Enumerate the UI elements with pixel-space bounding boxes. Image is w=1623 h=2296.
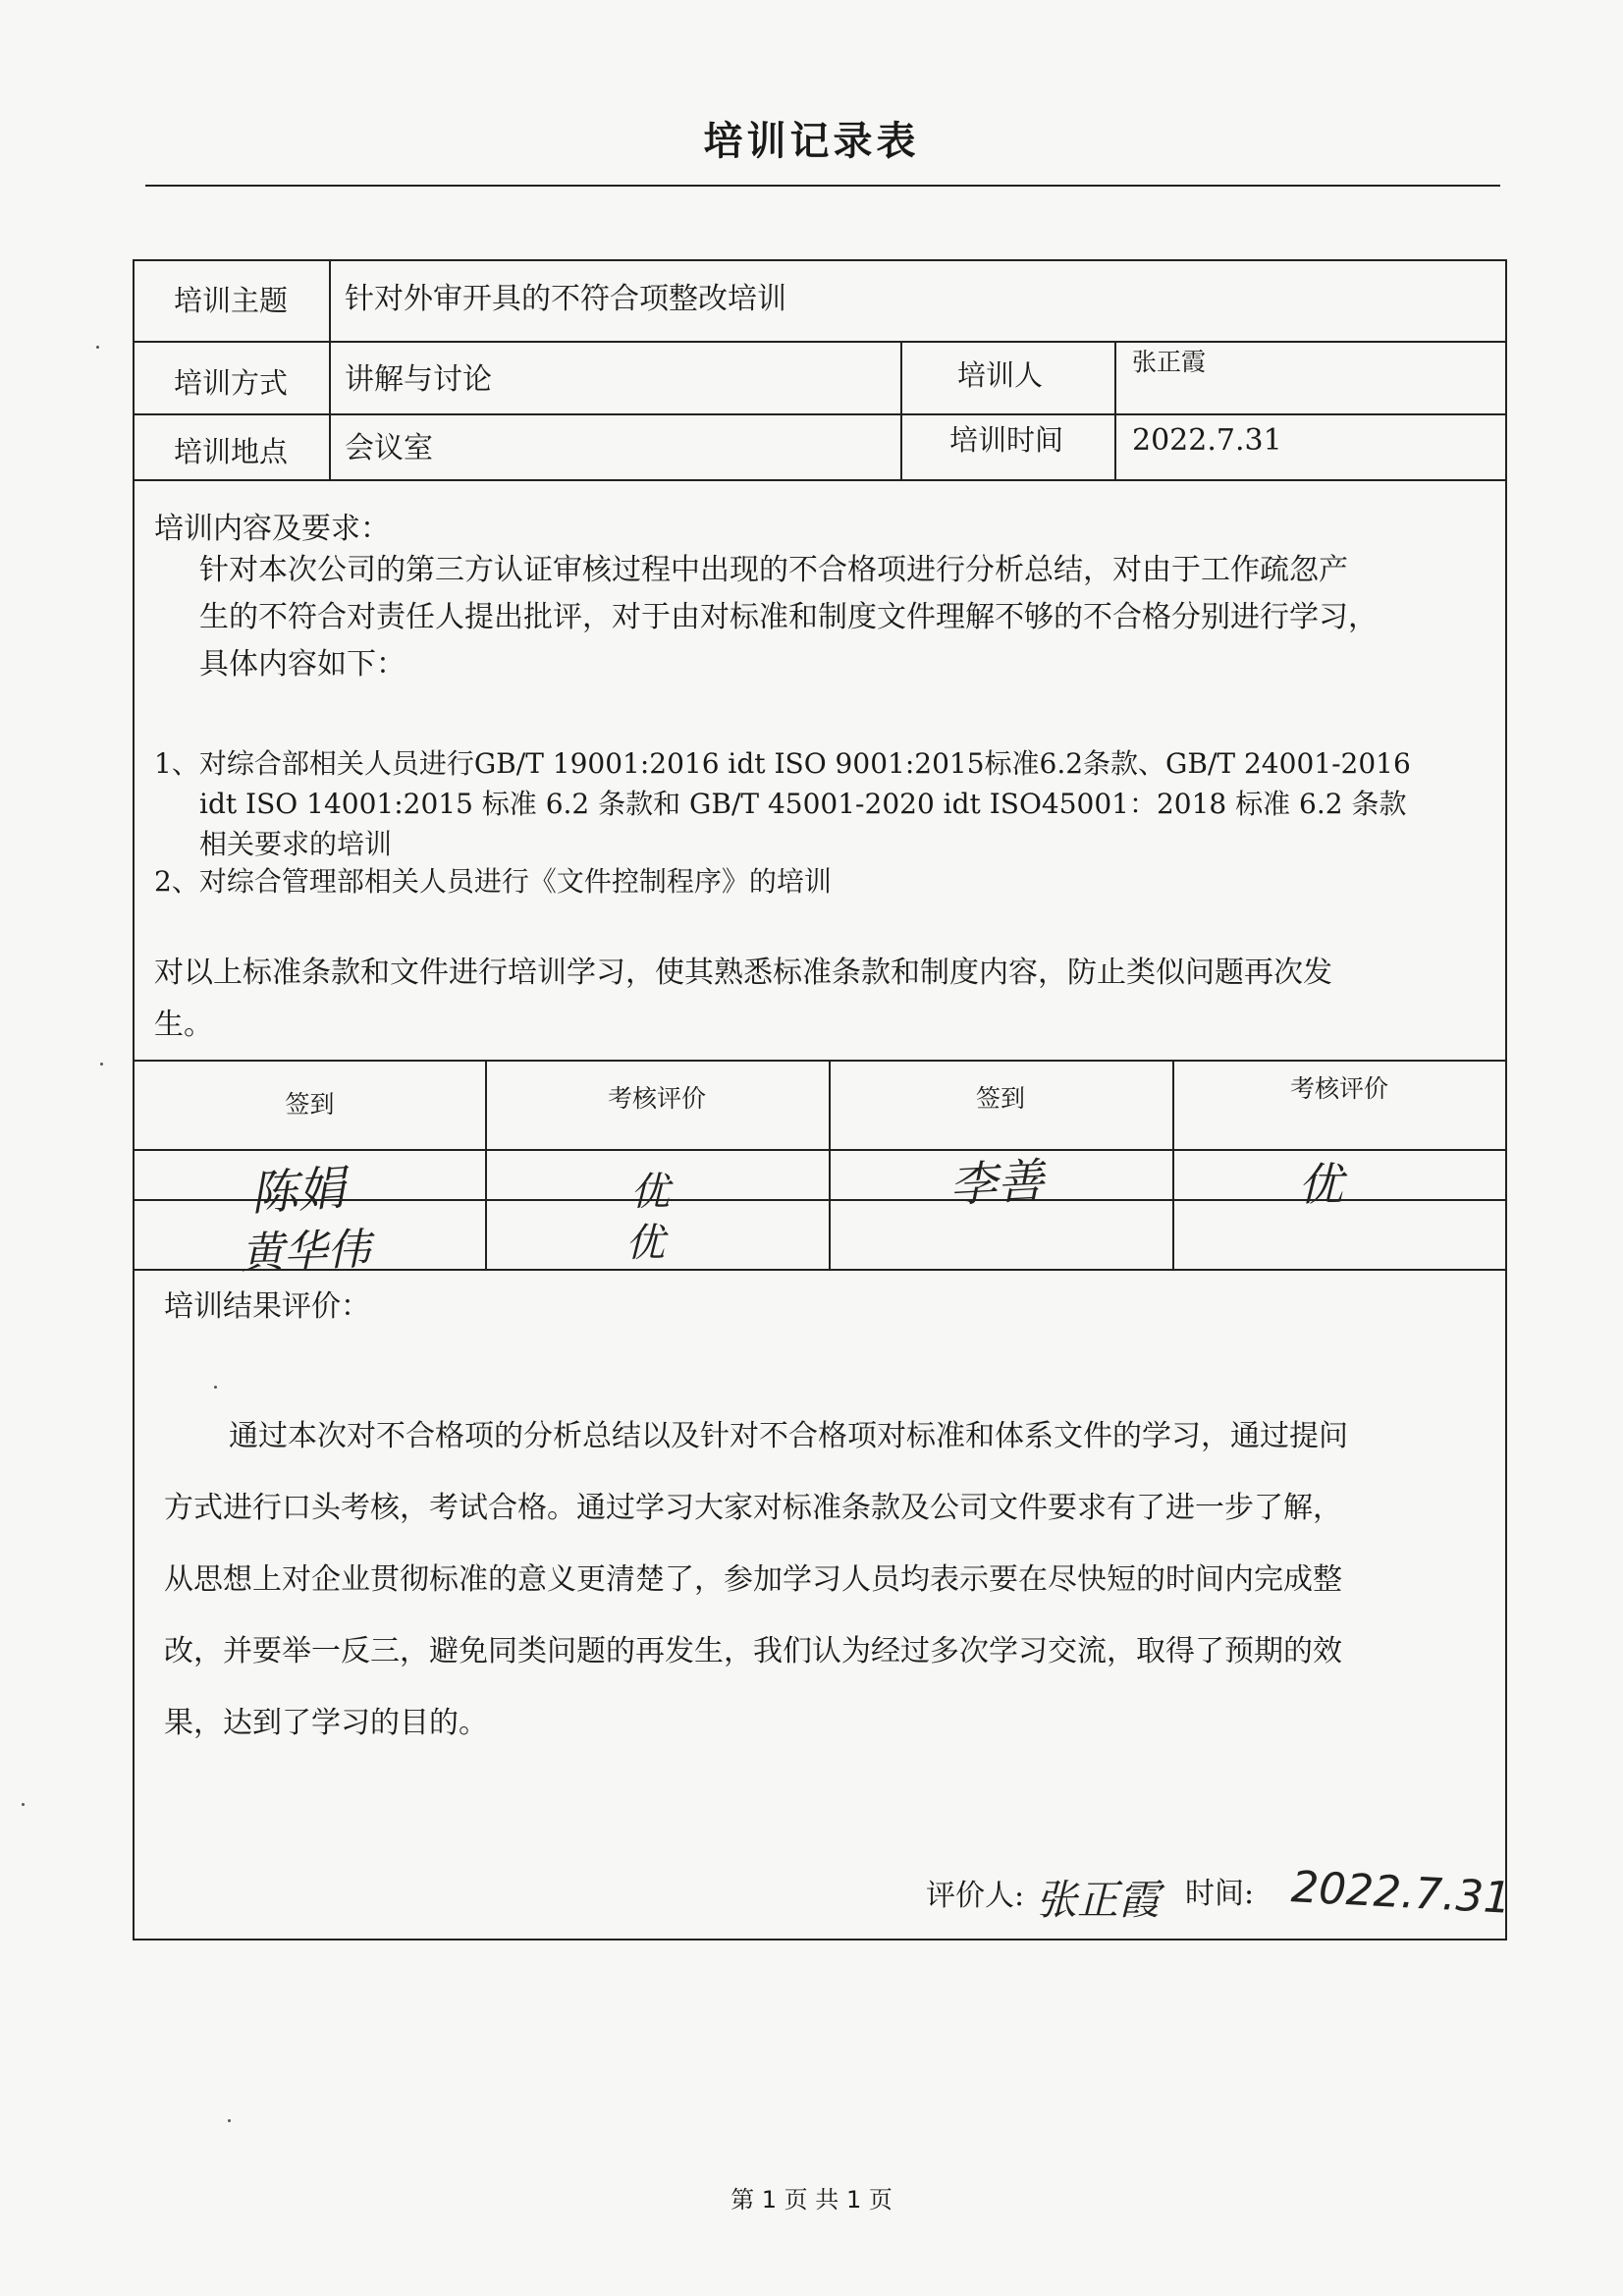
result-heading: 培训结果评价： [164, 1289, 370, 1324]
col-divider [1114, 341, 1116, 479]
result-line: 从思想上对企业贯彻标准的意义更清楚了，参加学习人员均表示要在尽快短的时间内完成整 [164, 1562, 1342, 1597]
row-divider [135, 413, 1505, 415]
content-intro-line: 具体内容如下： [199, 647, 406, 682]
title-rule [145, 185, 1500, 187]
method-label: 培训方式 [174, 366, 289, 400]
evaluation-mark: 优 [625, 1221, 665, 1266]
date-label: 时间: [1185, 1877, 1255, 1911]
evaluator-signature: 张正霞 [1036, 1876, 1161, 1924]
scan-speck [22, 1803, 25, 1806]
content-item-2: 2、对综合管理部相关人员进行《文件控制程序》的培训 [154, 865, 832, 898]
scan-speck [228, 2119, 231, 2122]
attendance-header-eval: 考核评价 [1289, 1074, 1388, 1103]
time-value: 2022.7.31 [1132, 423, 1282, 458]
attendance-header-sign: 签到 [285, 1090, 335, 1119]
evaluation-mark: 优 [630, 1170, 670, 1215]
signature-attendee: 李善 [947, 1153, 1046, 1214]
col-divider [329, 261, 331, 479]
time-label: 培训时间 [949, 423, 1064, 457]
evaluator-label: 评价人: [926, 1879, 1025, 1913]
result-line: 通过本次对不合格项的分析总结以及针对不合格项对标准和体系文件的学习，通过提问 [229, 1419, 1348, 1453]
result-line: 果，达到了学习的目的。 [164, 1706, 488, 1740]
topic-label: 培训主题 [174, 284, 289, 317]
topic-value: 针对外审开具的不符合项整改培训 [345, 282, 786, 316]
row-divider [135, 1060, 1505, 1062]
result-line: 改，并要举一反三，避免同类问题的再发生，我们认为经过多次学习交流，取得了预期的效 [164, 1634, 1342, 1668]
row-divider [135, 341, 1505, 343]
page-footer: 第 1 页 共 1 页 [730, 2186, 893, 2214]
content-item-1: 相关要求的培训 [199, 828, 393, 860]
scan-speck [100, 1063, 103, 1066]
trainer-label: 培训人 [957, 358, 1044, 392]
scan-speck [214, 1386, 217, 1389]
method-value: 讲解与讨论 [345, 362, 492, 397]
signature-attendee: 黄华伟 [240, 1224, 372, 1280]
page-title: 培训记录表 [703, 119, 920, 164]
signature-attendee: 陈娟 [248, 1160, 348, 1223]
content-intro-line: 针对本次公司的第三方认证审核过程中出现的不合格项进行分析总结，对由于工作疏忽产 [199, 553, 1348, 587]
training-record-form [133, 259, 1513, 1941]
content-intro-line: 生的不符合对责任人提出批评，对于由对标准和制度文件理解不够的不合格分别进行学习， [199, 600, 1378, 634]
location-value: 会议室 [345, 431, 433, 465]
location-label: 培训地点 [174, 435, 289, 468]
date-signature: 2022.7.31 [1289, 1862, 1513, 1924]
content-closing-line: 生。 [154, 1008, 213, 1042]
result-line: 方式进行口头考核，考试合格。通过学习大家对标准条款及公司文件要求有了进一步了解， [164, 1491, 1342, 1525]
content-heading: 培训内容及要求： [154, 512, 390, 546]
col-divider [900, 341, 902, 479]
attendance-header-sign: 签到 [975, 1084, 1025, 1113]
content-item-1: 1、对综合部相关人员进行GB/T 19001:2016 idt ISO 9001:2015标准6.2条款、GB/T 24001-2016 [154, 747, 1411, 780]
content-item-1: idt ISO 14001:2015 标准 6.2 条款和 GB/T 45001-2020 idt ISO45001：2018 标准 6.2 条款 [199, 788, 1407, 820]
row-divider [135, 479, 1505, 481]
scan-speck [96, 346, 99, 349]
trainer-value: 张正霞 [1132, 348, 1207, 376]
attendance-header-eval: 考核评价 [607, 1084, 706, 1113]
content-closing-line: 对以上标准条款和文件进行培训学习，使其熟悉标准条款和制度内容，防止类似问题再次发 [154, 956, 1332, 990]
evaluation-mark: 优 [1298, 1158, 1343, 1211]
